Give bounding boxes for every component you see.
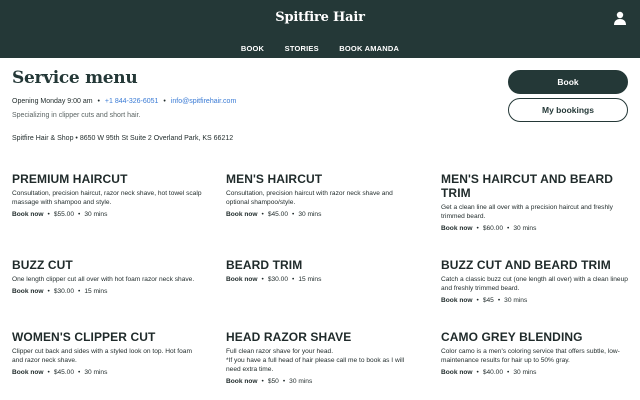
- service-card: [226, 330, 416, 385]
- service-card: [441, 258, 636, 304]
- separator: •: [97, 98, 100, 105]
- page-title: Service menu: [12, 68, 138, 88]
- book-now-link[interactable]: Book now: [12, 369, 44, 376]
- service-price: $45.00: [267, 211, 288, 218]
- opening-hours: Opening Monday 9:00 am: [12, 98, 93, 105]
- service-duration: 15 mins: [84, 288, 108, 295]
- service-duration: 30 mins: [289, 378, 313, 385]
- service-meta: Book now • $50 • 30 mins: [226, 378, 313, 385]
- service-description: Catch a classic buzz cut (one length all over) with a clean lineup and freshly trimmed beard.: [441, 276, 628, 292]
- book-now-link[interactable]: Book now: [441, 297, 473, 304]
- service-meta: Book now • $45.00 • 30 mins: [226, 211, 322, 218]
- service-duration: 30 mins: [513, 225, 537, 232]
- book-now-link[interactable]: Book now: [12, 288, 44, 295]
- service-name: BUZZ CUT AND BEARD TRIM: [441, 258, 611, 272]
- book-now-link[interactable]: Book now: [441, 369, 473, 376]
- service-duration: 30 mins: [84, 211, 108, 218]
- service-meta: Book now • $60.00 • 30 mins: [441, 225, 537, 232]
- service-name: CAMO GREY BLENDING: [441, 330, 583, 344]
- book-now-link[interactable]: Book now: [226, 211, 258, 218]
- service-duration: 15 mins: [298, 276, 322, 283]
- brand-logo[interactable]: Spitfire Hair: [275, 10, 365, 25]
- service-description: Get a clean line all over with a precision haircut and freshly trimmed beard.: [441, 204, 613, 220]
- service-meta: Book now • $40.00 • 30 mins: [441, 369, 537, 376]
- service-meta: Book now • $55.00 • 30 mins: [12, 211, 108, 218]
- service-price: $45: [482, 297, 494, 304]
- service-name: MEN'S HAIRCUT: [226, 172, 323, 186]
- service-name: BEARD TRIM: [226, 258, 303, 272]
- service-name: MEN'S HAIRCUT AND BEARD TRIM: [441, 172, 614, 200]
- service-meta: Book now • $30.00 • 15 mins: [226, 276, 322, 283]
- nav-book-amanda[interactable]: BOOK AMANDA: [339, 44, 400, 53]
- nav-stories[interactable]: STORIES: [284, 44, 319, 53]
- book-button[interactable]: Book: [508, 70, 628, 94]
- service-duration: 30 mins: [513, 369, 537, 376]
- service-price: $55.00: [53, 211, 74, 218]
- service-card: [12, 258, 202, 295]
- service-description: Full clean razor shave for your head. *If you have a full head of hair please call me to book as I will need extra time.: [226, 348, 405, 373]
- service-description: Consultation, precision haircut with razor neck shave and optional shampoo/style.: [226, 190, 393, 206]
- service-price: $45.00: [53, 369, 74, 376]
- phone-link[interactable]: +1 844-326-6051: [104, 98, 159, 105]
- service-card: [441, 172, 636, 232]
- service-card: [12, 330, 202, 376]
- service-card: [226, 172, 416, 218]
- book-now-link[interactable]: Book now: [441, 225, 473, 232]
- service-duration: 30 mins: [504, 297, 528, 304]
- service-name: PREMIUM HAIRCUT: [12, 172, 128, 186]
- service-card: [12, 172, 202, 218]
- service-description: Color camo is a men's coloring service that offers subtle, low-maintenance results for hair up to 50% gray.: [441, 348, 620, 364]
- service-card: [441, 330, 636, 376]
- service-meta: Book now • $30.00 • 15 mins: [12, 288, 108, 295]
- book-now-link[interactable]: Book now: [226, 276, 258, 283]
- service-description: Consultation, precision haircut, razor neck shave, hot towel scalp massage with shampoo and style.: [12, 190, 202, 206]
- tagline: Specializing in clipper cuts and short hair.: [12, 112, 141, 119]
- service-name: WOMEN'S CLIPPER CUT: [12, 330, 156, 344]
- separator: •: [163, 98, 166, 105]
- user-icon[interactable]: [612, 10, 628, 26]
- book-now-link[interactable]: Book now: [226, 378, 258, 385]
- service-meta: Book now • $45.00 • 30 mins: [12, 369, 108, 376]
- top-bar: [0, 0, 640, 58]
- service-description: One length clipper cut all over with hot foam razor neck shave.: [12, 276, 195, 283]
- service-duration: 30 mins: [298, 211, 322, 218]
- service-card: [226, 258, 416, 283]
- service-meta: Book now • $45 • 30 mins: [441, 297, 528, 304]
- service-price: $30.00: [53, 288, 74, 295]
- service-duration: 30 mins: [84, 369, 108, 376]
- contact-info: [12, 98, 236, 105]
- nav-book[interactable]: BOOK: [240, 44, 265, 53]
- service-price: $60.00: [482, 225, 503, 232]
- service-price: $40.00: [482, 369, 503, 376]
- service-price: $50: [267, 378, 279, 385]
- book-now-link[interactable]: Book now: [12, 211, 44, 218]
- main-nav: [0, 38, 640, 56]
- my-bookings-button[interactable]: My bookings: [508, 98, 628, 122]
- service-name: HEAD RAZOR SHAVE: [226, 330, 352, 344]
- service-price: $30.00: [267, 276, 288, 283]
- service-description: Clipper cut back and sides with a styled look on top. Hot foam and razor neck shave.: [12, 348, 192, 364]
- email-link[interactable]: info@spitfirehair.com: [170, 98, 237, 105]
- address: Spitfire Hair & Shop • 8650 W 95th St Suite 2 Overland Park, KS 66212: [12, 135, 234, 142]
- service-name: BUZZ CUT: [12, 258, 73, 272]
